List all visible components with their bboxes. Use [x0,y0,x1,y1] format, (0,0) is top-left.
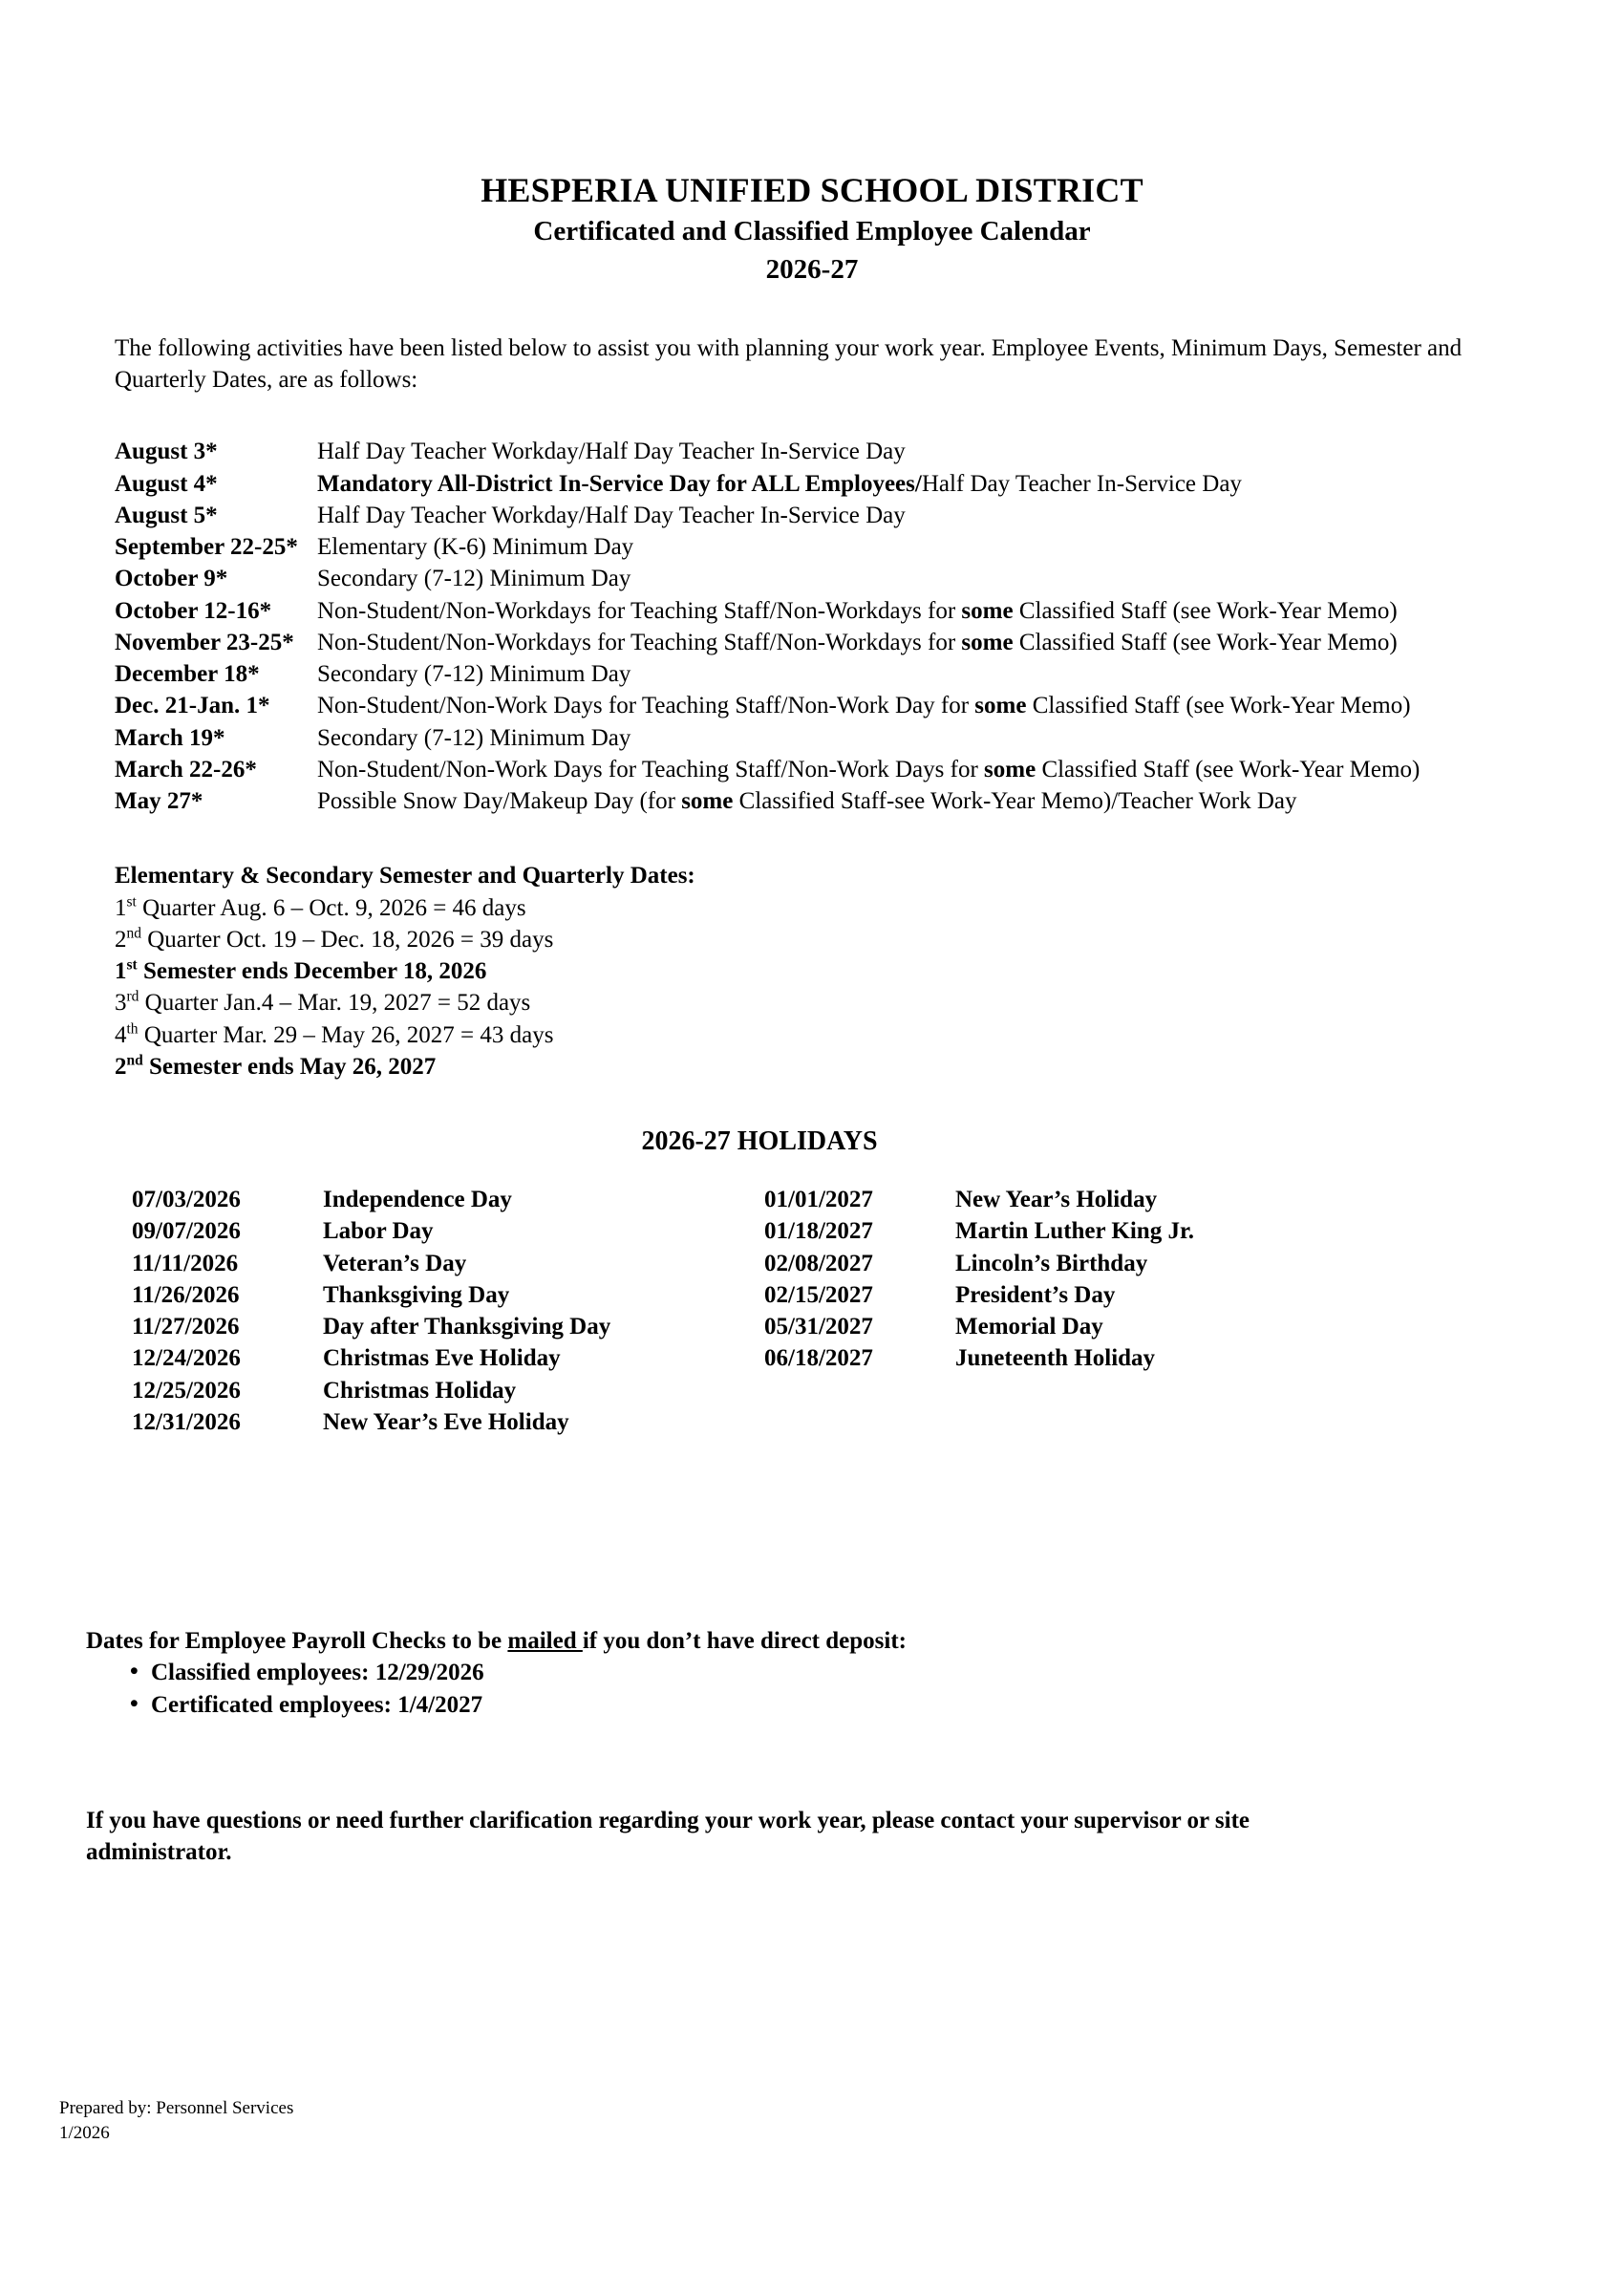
holiday-row [132,1375,762,1406]
desc-text: Half Day Teacher In-Service Day [921,470,1242,497]
desc-emphasis: Mandatory All-District In-Service Day for ALL Employees/ [317,470,922,497]
holiday-date: 11/26/2026 [132,1281,240,1308]
semester-line-text: Quarter Aug. 6 – Oct. 9, 2026 = 46 days [136,894,526,921]
desc-text: Classified Staff (see Work-Year Memo) [1036,756,1421,782]
holiday-name: Veteran’s Day [323,1250,467,1276]
date-event-row [115,531,1567,563]
payroll-section [86,1625,1567,1721]
ordinal-number: 2 [115,926,127,953]
holiday-name: Martin Luther King Jr. [955,1218,1195,1245]
ordinal-suffix: st [126,956,138,974]
date-event-label: September 22-25* [115,534,298,561]
desc-text: Non-Student/Non-Work Days for Teaching Staff/Non-Work Day for [317,693,975,719]
date-event-description [317,471,1242,497]
ordinal-suffix: rd [126,989,139,1006]
semester-line [115,892,1567,924]
desc-text: Half Day Teacher Workday/Half Day Teacher In-Service Day [317,502,906,528]
ordinal-number: 1 [115,958,127,985]
holiday-row [132,1311,762,1342]
desc-text: Secondary (7-12) Minimum Day [317,724,631,751]
holiday-row [764,1311,1194,1342]
semester-line-text: Quarter Oct. 19 – Dec. 18, 2026 = 39 days [141,926,554,953]
holiday-date: 05/31/2027 [764,1314,873,1340]
desc-text: Half Day Teacher Workday/Half Day Teacher In-Service Day [317,439,906,465]
date-event-description [317,693,1411,718]
desc-text: Non-Student/Non-Workdays for Teaching Staff/Non-Workdays for [317,629,962,655]
holiday-name: Independence Day [323,1187,512,1213]
holiday-name: Christmas Eve Holiday [323,1345,561,1372]
holiday-row [132,1184,762,1215]
semester-lines [115,892,1567,1083]
payroll-item-text: Certificated employees: 1/4/2027 [151,1691,483,1718]
holiday-date: 02/08/2027 [764,1250,873,1276]
holiday-date: 01/01/2027 [764,1187,873,1213]
desc-emphasis: some [974,693,1027,719]
desc-text: Non-Student/Non-Workdays for Teaching Staff/Non-Workdays for [317,597,962,624]
holiday-date: 02/15/2027 [764,1281,873,1308]
closing-paragraph: If you have questions or need further clarification regarding your work year, please contact your supervisor or site administrator. [86,1807,1250,1866]
date-event-label: October 12-16* [115,597,272,624]
payroll-heading-text: if you don’t have direct deposit: [582,1628,907,1655]
payroll-item [130,1689,1567,1721]
ordinal-suffix: nd [126,925,141,942]
holiday-row [764,1215,1194,1247]
date-event-description [317,757,1420,782]
date-event-row [115,500,1567,531]
ordinal-suffix: st [126,893,137,911]
date-event-description [317,598,1398,624]
school-year: 2026-27 [765,253,859,285]
holiday-name: Memorial Day [955,1314,1103,1340]
desc-text: Non-Student/Non-Work Days for Teaching Staff/Non-Work Days for [317,756,985,782]
date-event-row [115,722,1567,754]
bullet-icon: • [130,1690,139,1717]
desc-text: Possible Snow Day/Makeup Day (for [317,788,682,815]
date-event-row [115,754,1567,785]
holiday-date: 12/31/2026 [132,1408,241,1435]
date-events-list [115,436,1567,817]
semester-line-text: Semester ends December 18, 2026 [137,958,487,985]
holiday-date: 11/11/2026 [132,1250,239,1276]
semester-heading: Elementary & Secondary Semester and Quarterly Dates: [115,863,695,890]
holiday-name: Christmas Holiday [323,1377,517,1404]
date-event-row [115,563,1567,594]
desc-text: Elementary (K-6) Minimum Day [317,534,634,561]
document-subtitle: Certificated and Classified Employee Calendar [533,216,1091,247]
desc-emphasis: some [961,597,1014,624]
semester-line [115,1019,1567,1051]
prepared-by-line: Prepared by: Personnel Services [59,2097,294,2118]
semester-line [115,987,1567,1018]
revision-date: 1/2026 [59,2122,110,2143]
holiday-row [132,1215,762,1247]
date-event-label: March 19* [115,724,225,751]
semester-section [115,860,1567,1082]
desc-text: Classified Staff (see Work-Year Memo) [1013,629,1398,655]
holiday-row [764,1342,1194,1374]
date-event-label: March 22-26* [115,756,257,782]
desc-text: Classified Staff (see Work-Year Memo) [1013,597,1398,624]
date-event-description [317,534,633,560]
semester-line-text: Semester ends May 26, 2027 [142,1053,437,1080]
date-event-description [317,661,630,687]
document-footer [59,2096,293,2146]
semester-line [115,924,1567,955]
ordinal-number: 3 [115,990,127,1017]
holiday-name: New Year’s Holiday [955,1187,1158,1213]
holiday-date: 12/24/2026 [132,1345,241,1372]
desc-text: Secondary (7-12) Minimum Day [317,566,631,592]
holiday-row [132,1279,762,1311]
holiday-row [764,1279,1194,1311]
holiday-row [764,1184,1194,1215]
date-event-description [317,566,630,591]
date-event-label: August 4* [115,470,218,497]
holiday-name: Labor Day [323,1218,434,1245]
holiday-name: Lincoln’s Birthday [955,1250,1148,1276]
district-title: HESPERIA UNIFIED SCHOOL DISTRICT [481,171,1143,209]
desc-text: Classified Staff (see Work-Year Memo) [1026,693,1411,719]
desc-emphasis: some [961,629,1014,655]
date-event-row [115,785,1567,817]
holidays-table [115,1184,1567,1438]
holiday-name: President’s Day [955,1281,1116,1308]
desc-emphasis: some [681,788,734,815]
holiday-row [132,1342,762,1374]
date-event-label: October 9* [115,566,228,592]
semester-line [115,1051,1567,1082]
date-event-description [317,725,630,751]
date-event-label: Dec. 21-Jan. 1* [115,693,270,719]
date-event-row [115,468,1567,500]
date-event-row [115,595,1567,627]
holiday-date: 09/07/2026 [132,1218,241,1245]
date-event-label: November 23-25* [115,629,294,655]
ordinal-suffix: th [126,1020,139,1038]
semester-line-text: Quarter Mar. 29 – May 26, 2027 = 43 days [138,1021,554,1048]
ordinal-number: 1 [115,894,127,921]
date-event-row [115,627,1567,658]
holidays-right-column [764,1184,1194,1438]
document-header [0,170,1624,287]
payroll-list [86,1657,1567,1721]
holiday-date: 06/18/2027 [764,1345,873,1372]
desc-text: Classified Staff-see Work-Year Memo)/Teacher Work Day [733,788,1297,815]
semester-line-text: Quarter Jan.4 – Mar. 19, 2027 = 52 days [139,990,531,1017]
ordinal-suffix: nd [126,1052,143,1069]
date-event-description [317,503,906,528]
date-event-row [115,658,1567,690]
desc-text: Secondary (7-12) Minimum Day [317,661,631,688]
date-event-description [317,630,1398,655]
holiday-date: 12/25/2026 [132,1377,241,1404]
intro-paragraph: The following activities have been listed below to assist you with planning your work year. Employee Events, Minimum Days, Semester and Quarterly Dates, are as follows: [115,334,1463,394]
date-event-description [317,788,1297,814]
date-event-label: August 5* [115,502,218,528]
payroll-item [130,1657,1567,1688]
holiday-name: New Year’s Eve Holiday [323,1408,569,1435]
holiday-row [132,1406,762,1438]
date-event-label: August 3* [115,439,218,465]
holiday-name: Thanksgiving Day [323,1281,510,1308]
bullet-icon: • [130,1659,139,1685]
holiday-name: Day after Thanksgiving Day [323,1314,611,1340]
date-event-description [317,439,906,464]
semester-line [115,955,1567,987]
holiday-row [764,1248,1194,1279]
ordinal-number: 2 [115,1053,127,1080]
date-event-row [115,436,1567,467]
date-event-label: December 18* [115,661,260,688]
holiday-date: 01/18/2027 [764,1218,873,1245]
payroll-heading-text: Dates for Employee Payroll Checks to be [86,1628,508,1655]
holiday-date: 11/27/2026 [132,1314,240,1340]
payroll-heading [86,1625,1567,1657]
holidays-heading: 2026-27 HOLIDAYS [641,1126,878,1157]
holiday-date: 07/03/2026 [132,1187,241,1213]
document-page [0,170,1624,2272]
document-body [86,332,1567,1869]
holiday-row [132,1248,762,1279]
date-event-row [115,690,1567,721]
holidays-left-column [132,1184,762,1438]
date-event-label: May 27* [115,788,203,815]
payroll-heading-underlined: mailed [507,1628,583,1655]
desc-emphasis: some [984,756,1036,782]
ordinal-number: 4 [115,1021,127,1048]
holiday-name: Juneteenth Holiday [955,1345,1156,1372]
payroll-item-text: Classified employees: 12/29/2026 [151,1660,484,1686]
